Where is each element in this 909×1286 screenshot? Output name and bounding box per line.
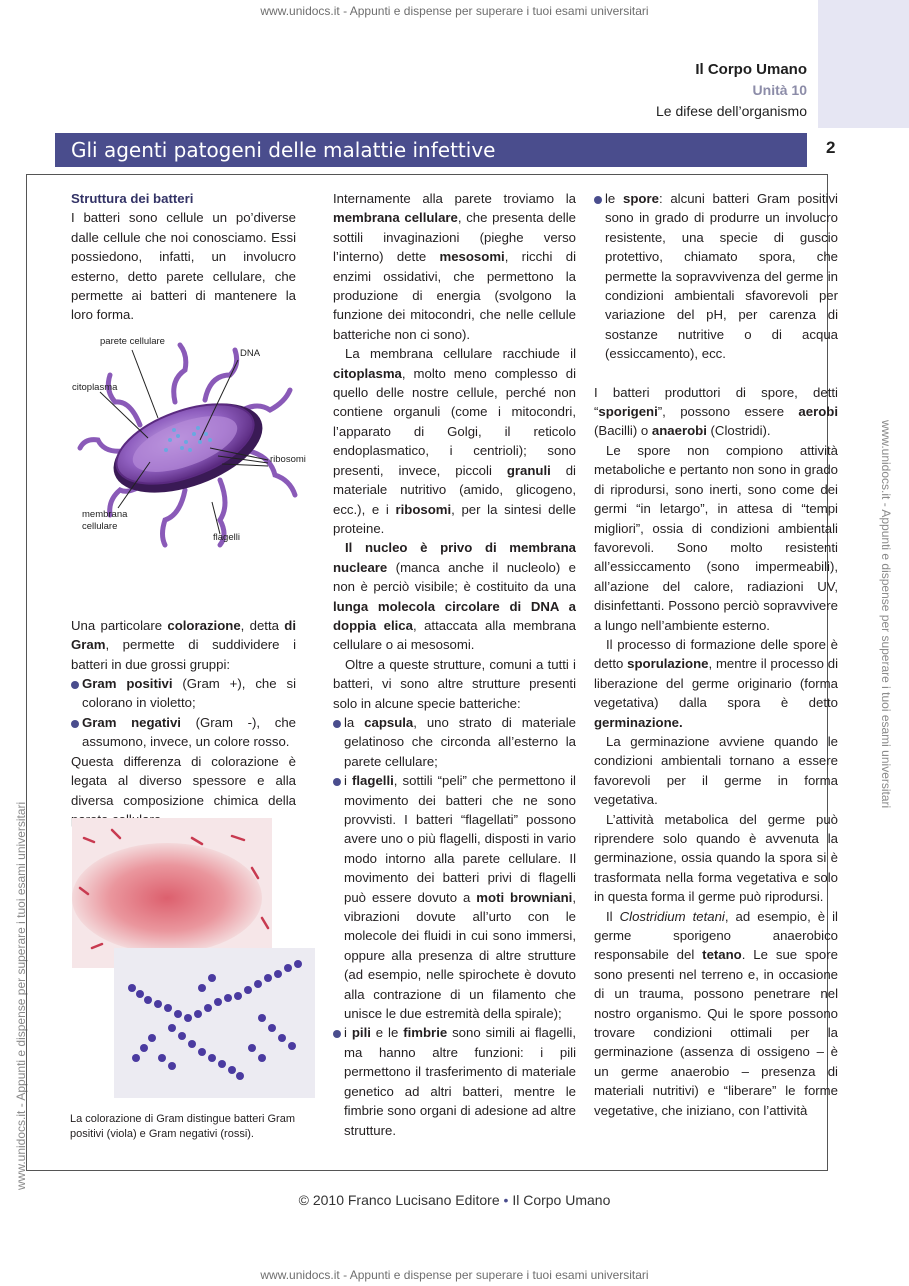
chapter-title: Le difese dell’organismo (656, 103, 807, 119)
label-flagella: flagelli (213, 532, 240, 543)
label-cytoplasm: citoplasma (72, 382, 118, 393)
paragraph: La germinazione avviene quando le condizioni ambientali tornano a essere favorevoli per il germe in forma vegetativa. (594, 733, 838, 808)
list-item: i pili e le fimbrie sono simili ai flagelli, ma hanno altre funzioni: i pili permettono il trasferimento di materiale genetico ad altri batteri, mentre le fimbrie sono organi di adesione ad altre strutture. (333, 1023, 576, 1139)
page-title: Gli agenti patogeni delle malattie infettive (55, 133, 807, 167)
column-3 (594, 189, 838, 1120)
watermark-bottom: www.unidocs.it - Appunti e dispense per superare i tuoi esami universitari (260, 1268, 649, 1282)
footer-separator: • (503, 1192, 509, 1208)
footer-book: Il Corpo Umano (512, 1192, 611, 1208)
paragraph: L’attività metabolica del germe può riprendere solo quando è avvenuta la germinazione, ossia quando la spora si è trasformata nella forma vegetativa e solo in questa forma il germe può riprodursi. (594, 811, 838, 905)
label-wall: parete cellulare (100, 336, 165, 347)
paragraph: Una particolare colorazione, detta di Gram, permette di suddividere i batteri in due grossi gruppi: (71, 617, 296, 672)
gram-stain-images (72, 818, 315, 1098)
label-dna: DNA (240, 348, 261, 359)
paragraph: I batteri sono cellule un po’diverse dalle cellule che noi conosciamo. Essi possiedono, infatti, un involucro esterno, detto parete cellulare, che permette ai batteri di mantenere la loro forma. (71, 210, 296, 323)
paragraph: Questa differenza di colorazione è legata al diverso spessore e alla diversa composizione chimica della (71, 753, 296, 808)
label-membrane: membrana cellulare (82, 509, 128, 532)
bacterium-diagram (70, 330, 315, 560)
paragraph: Oltre a queste strutture, comuni a tutti i batteri, vi sono altre strutture presenti solo in alcune specie batteriche: (333, 656, 576, 711)
paragraph: Le spore non compiono attività metaboliche e pertanto non sono in grado di riprodursi, sono inerti, sono come dei germi “in letargo”, in attesa di “tempi migliori”, ossia di condizioni ambientali favorevoli. Sono molto resistenti all’essiccamento (sono impermeabili), all’azione del calore, radiazioni UV, disinfettanti. Possono perciò sopravvivere a lungo nell’ambiente esterno. (594, 442, 838, 633)
column-2 (333, 189, 576, 1140)
page-number: 2 (826, 138, 836, 157)
label-ribosomes: ribosomi (270, 454, 306, 465)
watermark-left: www.unidocs.it - Appunti e dispense per superare i tuoi esami universitari (14, 801, 28, 1190)
side-band (818, 0, 909, 128)
paragraph: Il nucleo è privo di membrana nucleare (manca anche il nucleolo) e non è perciò visibile; è costituito da una lunga molecola circolare di DNA a doppia elica, attaccata alla membrana cellulare o ai mesosomi. (333, 540, 577, 653)
watermark-top: www.unidocs.it - Appunti e dispense per superare i tuoi esami universitari (260, 4, 649, 18)
paragraph: Internamente alla parete troviamo la membrana cellulare, che presenta delle sottili invaginazioni (pieghe verso l’interno) dette mesosomi, ricchi di enzimi ossidativi, che permettono la produzione di energia (svolgono la funzione dei mitocondri, che nelle cellule batteriche non ci sono). (333, 191, 576, 342)
section-title: Struttura dei batteri (71, 191, 194, 206)
gram-stain-photo (72, 818, 315, 1098)
paragraph: La membrana cellulare racchiude il citoplasma, molto meno complesso di quello delle nostre cellule, perché non contiene organuli (come i mitocondri, l’apparato di Golgi, il reticolo endoplasmatico, i centrioli); sono presenti, invece, piccoli granuli di materiale nutritivo (amido, glicogeno, ecc.), e i ribosomi, per la sintesi delle proteine. (333, 346, 576, 536)
figure-caption: La colorazione di Gram distingue batteri Gram positivi (viola) e Gram negativi (rossi). (70, 1113, 295, 1140)
watermark-right: www.unidocs.it - Appunti e dispense per superare i tuoi esami universitari (879, 420, 893, 809)
list-item: la capsula, uno strato di materiale gelatinoso che circonda all’esterno la parete cellulare; (333, 713, 576, 771)
copyright: © 2010 Franco Lucisano Editore (298, 1192, 500, 1208)
paragraph: I batteri produttori di spore, detti “sporigeni”, possono essere aerobi (Bacilli) o anaerobi (Clostridi). (594, 384, 838, 439)
page-header (656, 60, 807, 122)
unit-label: Unità 10 (752, 82, 807, 98)
list-item: Gram negativi (Gram -), che assumono, invece, un colore rosso. (71, 713, 296, 752)
list-item: i flagelli, sottili “peli” che permettono il movimento dei batteri che ne sono provvisti. I batteri “flagellati” possono avere uno o più flagelli, disposti in vario modo intorno alla parete cellulare. Il movimento dei batteri privi di flagelli può essere dovuto a moti browniani, vibrazioni dovute all’urto con le molecole dei fluidi in cui sono immersi, oppure alla presenza di altre strutture (ad esempio, nelle spirochete è dovuto alla contrazione di un filamento che unisce le due estremità della spirale); (333, 771, 576, 1023)
page-footer (0, 1192, 909, 1208)
paragraph: Il Clostridium tetani, ad esempio, è il germe sporigeno anaerobico responsabile del tetano. Le sue spore sono presenti nel terreno e, in occasione di un trauma, possono penetrare nel nostro organismo. Qui le spore possono trovare condizioni ottimali per la germinazione (assenza di ossigeno – è un germe anaerobio – presenza di materiali nutritivi) e “liberare” le forme vegetative, che iniziano, con l’attività (594, 908, 838, 1118)
list-item: le spore: alcuni batteri Gram positivi sono in grado di produrre un involucro resistente, una specie di guscio protettivo, chiamato spora, che permette la sopravvivenza del germe in condizioni ambientali sfavorevoli per variazione del pH, per carenza di sostanze nutritive o di acqua (essiccamento), ecc. (594, 189, 838, 364)
paragraph: Il processo di formazione delle spore è detto sporulazione, mentre il processo di liberazione del germe originario (forma vegetativa) dalla spora è detto germinazione. (594, 636, 839, 730)
book-title: Il Corpo Umano (695, 61, 807, 78)
list-item: Gram positivi (Gram +), che si colorano in violetto; (71, 674, 296, 713)
